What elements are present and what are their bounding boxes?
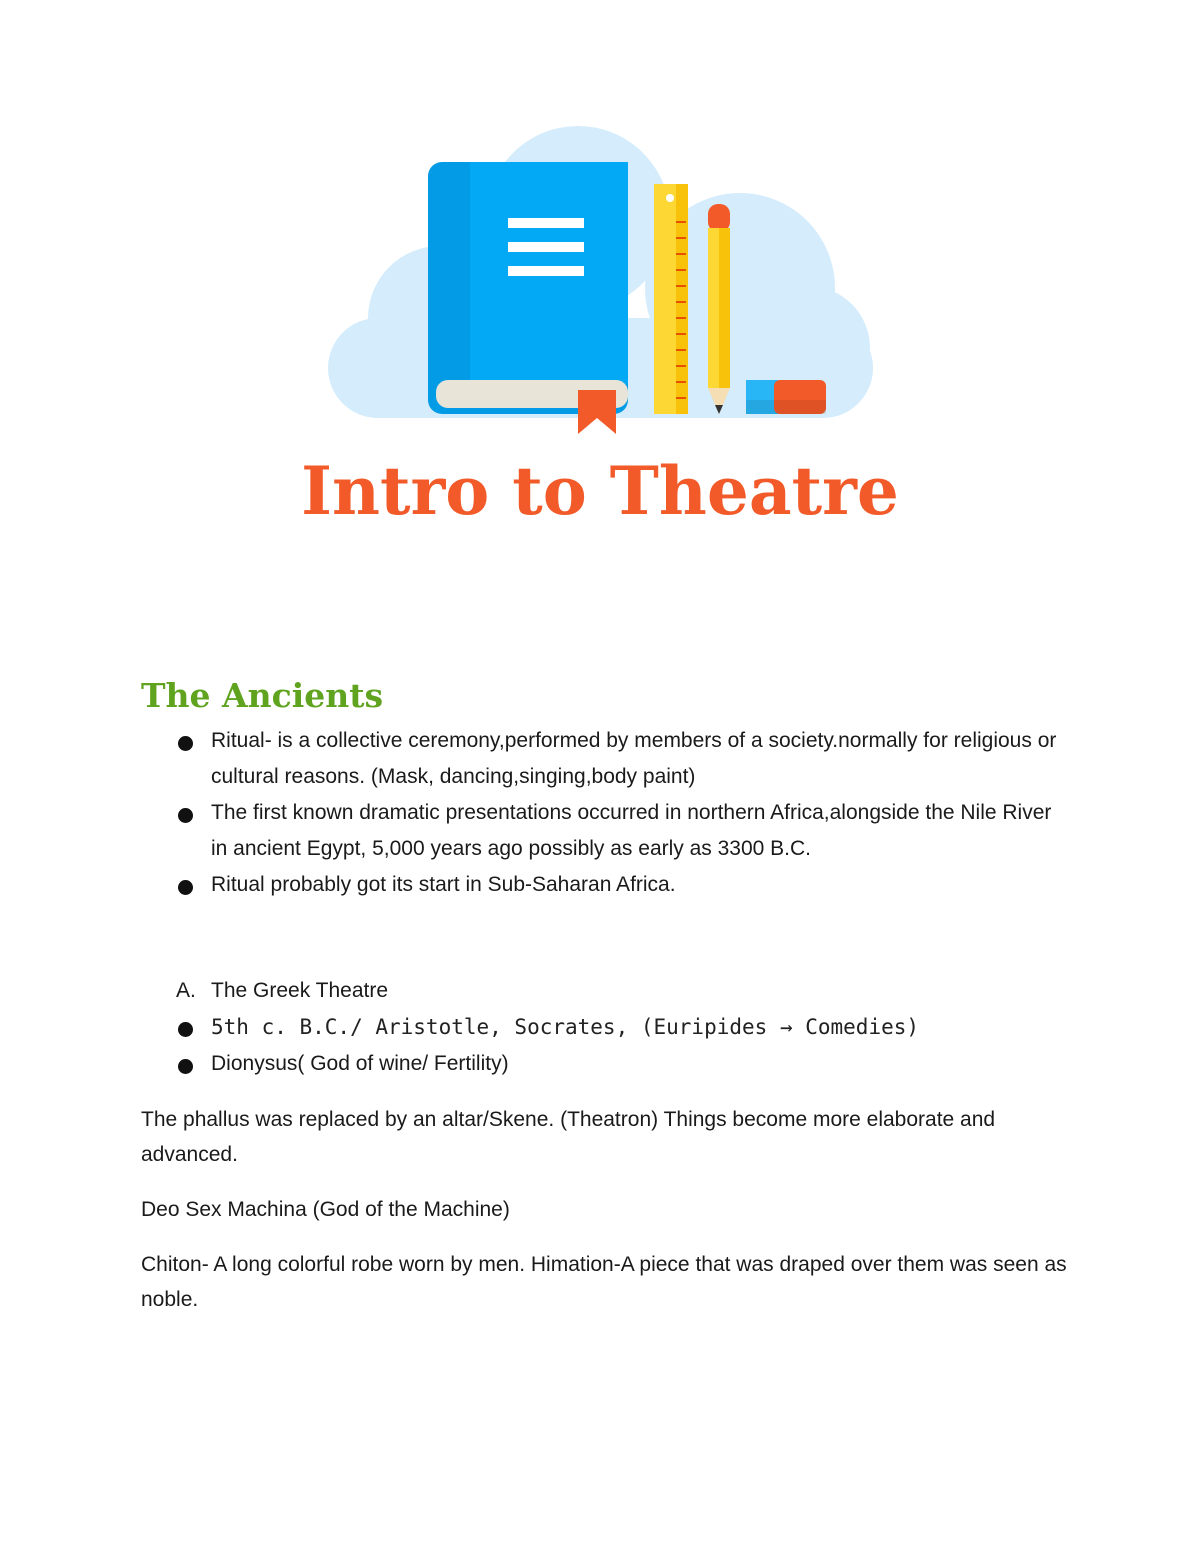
hero-illustration xyxy=(320,118,880,438)
list-item: The first known dramatic presentations occurred in northern Africa,alongside the Nile River in ancient Egypt, 5,000 years ago possibly as early as 3300 B.C. xyxy=(141,795,1071,867)
bullet-list xyxy=(141,723,1071,903)
list-item: Ritual probably got its start in Sub-Saharan Africa. xyxy=(141,867,1071,903)
page-title: Intro to Theatre xyxy=(301,452,899,530)
list-item-text-mono: 5th c. B.C./ Aristotle, Socrates, (Euripides → Comedies) xyxy=(211,1015,920,1039)
book-icon xyxy=(428,162,628,434)
pencil-icon xyxy=(708,204,730,414)
list-item: Ritual- is a collective ceremony,performed by members of a society.normally for religious or cultural reasons. (Mask, dancing,singing,body paint) xyxy=(141,723,1071,795)
paragraph: The phallus was replaced by an altar/Skene. (Theatron) Things become more elaborate and advanced. xyxy=(141,1108,996,1166)
ruler-icon xyxy=(654,184,688,414)
section-heading: The Ancients xyxy=(141,676,384,715)
lettered-item xyxy=(141,973,1071,1009)
lettered-item-text: The Greek Theatre xyxy=(211,979,389,1002)
paragraph: Deo Sex Machina (God of the Machine) xyxy=(141,1198,510,1221)
document-body xyxy=(141,676,1071,1317)
list-item xyxy=(141,1009,1071,1046)
list-item: Dionysus( God of wine/ Fertility) xyxy=(141,1046,1071,1082)
eraser-icon xyxy=(746,380,826,414)
paragraph: Chiton- A long colorful robe worn by men. Himation-A piece that was draped over them was seen as noble. xyxy=(141,1253,1067,1311)
letter-marker: A. xyxy=(176,979,196,1002)
bullet-list-greek xyxy=(141,1009,1071,1082)
